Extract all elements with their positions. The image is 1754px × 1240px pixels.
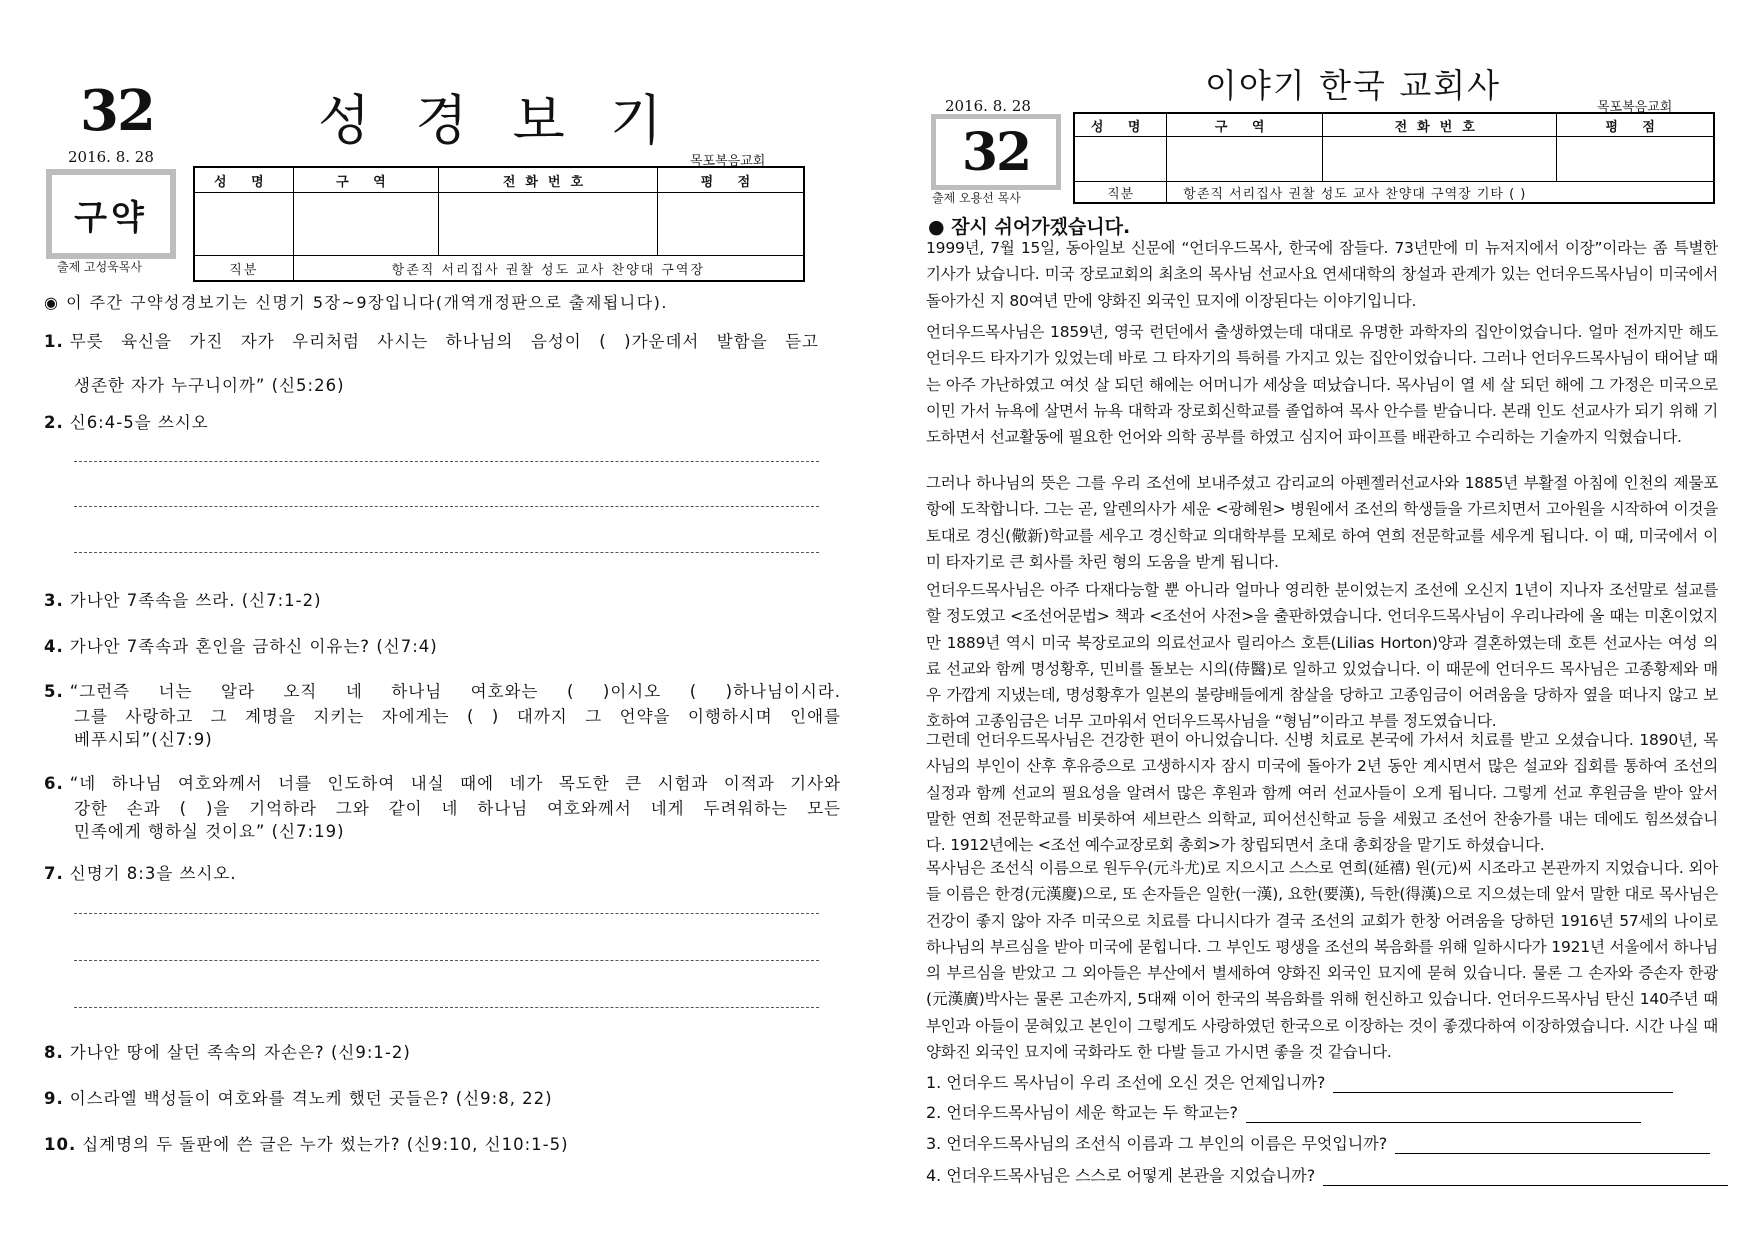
issue-number-badge: 32 [931, 114, 1061, 190]
answer-line[interactable] [74, 1007, 819, 1008]
form-header-district: 구 역 [1167, 113, 1323, 137]
question-text: “네 하나님 여호와께서 너를 인도하여 내실 때에 네가 목도한 큰 시험과 이적과 기사와 [69, 774, 841, 793]
question-text: 가나안 땅에 살던 족속의 자손은? (신9:1-2) [69, 1043, 411, 1062]
answer-line[interactable] [74, 461, 819, 462]
question-text: 십계명의 두 돌판에 쓴 글은 누가 썼는가? (신9:10, 신10:1-5) [82, 1135, 569, 1154]
question-5 [44, 680, 841, 703]
form-field-phone[interactable] [1323, 137, 1557, 182]
author-credit: 출제 오용선 목사 [932, 191, 1021, 205]
form-field-district[interactable] [293, 193, 438, 256]
question-text: 가나안 7족속을 쓰라. (신7:1-2) [69, 591, 322, 610]
form-field-name[interactable] [194, 193, 293, 256]
form-header-name: 성 명 [1074, 113, 1167, 137]
answer-line[interactable] [1246, 1104, 1641, 1123]
question-9 [44, 1087, 553, 1110]
question-3 [44, 589, 322, 612]
question-6-line-2: 강한 손과 ( )을 기억하라 그와 같이 네 하나님 여호와께서 네게 두려워하는 모든 [74, 799, 841, 818]
question-text: 무릇 육신을 가진 자가 우리처럼 사시는 하나님의 음성이 ( )가운데서 발함을 듣고 [69, 332, 819, 351]
story-heading: ● 잠시 쉬어가겠습니다. [928, 216, 1131, 238]
question-8 [44, 1041, 411, 1064]
question-text: 이스라엘 백성들이 여호와를 격노케 했던 곳들은? (신9:8, 22) [69, 1089, 553, 1108]
question-number: 10. [44, 1135, 77, 1154]
issue-number: 32 [80, 78, 154, 144]
answer-line[interactable] [1323, 1167, 1728, 1186]
story-question-2 [926, 1100, 1641, 1123]
story-question-text: 1. 언더우드 목사님이 우리 조선에 오신 것은 언제입니까? [926, 1073, 1326, 1092]
form-header-phone: 전화번호 [439, 167, 658, 193]
question-number: 9. [44, 1089, 64, 1108]
answer-form [1073, 112, 1715, 204]
form-header-phone: 전화번호 [1323, 113, 1557, 137]
bullet-icon: ◉ [44, 293, 60, 312]
intro-text: 이 주간 구약성경보기는 신명기 5장~9장입니다(개역개정판으로 출제됩니다). [66, 293, 669, 312]
story-question-1 [926, 1070, 1673, 1093]
story-paragraph-3: 그러나 하나님의 뜻은 그를 우리 조선에 보내주셨고 감리교의 아펜젤러선교사와 1885년 부활절 아침에 인천의 제물포 항에 도착합니다. 그는 곧, 알렌의사가 세운 <광혜원> 병원에서 조선의 학생들을 가르치면서 고아원을 시작하여 이것을 토대로 경신(儆新)학교를 세우고 경신학교 의대학부를 모체로 하여 연희 전문학교를 세우게 됩니다. 이 때, 미국에서 이미 타자기로 큰 회사를 차린 형의 도움을 받게 됩니다. [926, 474, 1718, 571]
story-paragraph-6: 목사님은 조선식 이름으로 원두우(元斗尤)로 지으시고 스스로 연희(延禧) 원(元)씨 시조라고 본관까지 지었습니다. 외아들 이름은 한경(元漢慶)으로, 또 손자들은 일한(一漢), 요한(要漢), 득한(得漢)으로 지으셨는데 앞서 말한 대로 목사님은 건강이 좋지 않아 자주 미국으로 치료를 다니시다가 결국 조선의 교회가 한창 어려움을 당하던 1916년 57세의 나이로 하나님의 부르심을 받아 미국에 묻힙니다. 그 부인도 평생을 조선의 복음화를 위해 일하시다가 1921년 서울에서 하나님의 부르심을 받았고 그 외아들은 부산에서 별세하여 양화진 외국인 묘지에 묻혀 있습니다. 물론 그 손자와 증손자 한광(元漢廣)박사는 물론 고손까지, 5대째 이어 한국의 복음화를 위해 헌신하고 있습니다. 언더우드목사님 탄신 140주년 때 부인과 아들이 묻혀있고 본인이 그렇게도 사랑하였던 한국으로 이장하는 것이 좋겠다하여 이장하였습니다. 시간 나실 때 양화진 외국인 묘지에 국화라도 한 다발 들고 가시면 좋을 것 같습니다. [926, 859, 1718, 1062]
question-6-line-3: 민족에게 행하실 것이요” (신7:19) [74, 822, 345, 841]
question-1-cont: 생존한 자가 누구니이까” (신5:26) [74, 376, 345, 395]
story-paragraph-4: 언더우드목사님은 아주 다재다능할 뿐 아니라 얼마나 영리한 분이었는지 조선에 오신지 1년이 지나자 조선말로 설교를 할 정도였고 <조선어문법> 책과 <조선어 사전>을 출판하였습니다. 언더우드목사님이 우리나라에 올 때는 미혼이었지만 1889년 역시 미국 북장로교의 의료선교사 릴리아스 호튼(Lilias Horton)양과 결혼하였는데 호튼 선교사는 여성 의료 선교와 함께 명성황후, 민비를 돌보는 시의(侍醫)로 일하고 있었습니다. 이 때문에 언더우드 목사님은 고종황제와 매우 가깝게 지냈는데, 명성황후가 일본의 불량배들에게 참살을 당하고 고종임금이 어려움을 당하자 옆을 떠나지 않고 보호하여 고종임금은 너무 고마워서 언더우드목사님을 “형님”이라고 부를 정도였습니다. [926, 581, 1718, 731]
form-field-phone[interactable] [439, 193, 658, 256]
question-text: “그런즉 너는 알라 오직 네 하나님 여호와는 ( )이시오 ( )하나님이시라. [69, 682, 841, 701]
story-question-4 [926, 1163, 1728, 1186]
form-field-name[interactable] [1074, 137, 1167, 182]
church-name: 목포복음교회 [1597, 100, 1673, 115]
answer-line[interactable] [74, 552, 819, 553]
form-field-score[interactable] [1557, 137, 1714, 182]
question-5-line-3: 베푸시되”(신7:9) [74, 730, 213, 749]
author-credit: 출제 고성욱목사 [57, 260, 142, 274]
question-number: 6. [44, 774, 64, 793]
answer-line[interactable] [74, 960, 819, 961]
form-role-options[interactable]: 항존직 서리집사 권찰 성도 교사 찬양대 구역장 기타 ( ) [1167, 182, 1714, 204]
form-role-label: 직분 [194, 256, 293, 282]
question-4 [44, 635, 438, 658]
story-title: 이야기 한국 교회사 [1205, 66, 1502, 105]
form-header-score: 평 점 [1557, 113, 1714, 137]
story-question-text: 3. 언더우드목사님의 조선식 이름과 그 부인의 이름은 무엇입니까? [926, 1134, 1388, 1153]
story-paragraph-1: 1999년, 7월 15일, 동아일보 신문에 “언더우드목사, 한국에 잠들다. 73년만에 미 뉴저지에서 이장”이라는 좀 특별한 기사가 났습니다. 미국 장로교회의 최초의 목사님 선교사요 연세대학의 창설과 관계가 있는 언더우드목사님이 미국에서 돌아가신 지 80여년 만에 양화진 외국인 묘지에 이장된다는 이야기입니다. [926, 239, 1718, 310]
form-role-label: 직분 [1074, 182, 1167, 204]
question-number: 4. [44, 637, 64, 656]
answer-line[interactable] [74, 913, 819, 914]
question-text: 신명기 8:3을 쓰시오. [69, 864, 237, 883]
church-name: 목포복음교회 [690, 154, 766, 169]
question-number: 7. [44, 864, 64, 883]
form-role-options[interactable]: 항존직 서리집사 권찰 성도 교사 찬양대 구역장 [293, 256, 804, 282]
answer-line[interactable] [74, 506, 819, 507]
story-paragraph-2: 언더우드목사님은 1859년, 영국 런던에서 출생하였는데 대대로 유명한 과학자의 집안이었습니다. 얼마 전까지만 해도 언더우드 타자기가 있었는데 바로 그 타자기의 특허를 가지고 있는 집안이었습니다. 그러나 언더우드목사님이 태어날 때는 아주 가난하였고 여섯 살 되던 해에는 어머니가 세상을 떠났습니다. 목사님이 열 세 살 되던 해에 그 가정은 미국으로 이민 가서 뉴욕에 살면서 뉴욕 대학과 장로회신학교를 졸업하여 목사 안수를 받습니다. 본래 인도 선교사가 되기 위해 기도하면서 선교활동에 필요한 언어와 의학 공부를 하였고 심지어 파이프를 배관하고 수리하는 기술까지 익혔습니다. [926, 323, 1718, 447]
section-badge: 구약 [46, 169, 176, 259]
question-number: 3. [44, 591, 64, 610]
question-number: 8. [44, 1043, 64, 1062]
form-field-score[interactable] [657, 193, 804, 256]
question-text: 가나안 7족속과 혼인을 금하신 이유는? (신7:4) [69, 637, 438, 656]
answer-form [193, 166, 805, 282]
question-10 [44, 1133, 569, 1156]
question-1 [44, 330, 819, 353]
question-5-line-2: 그를 사랑하고 그 계명을 지키는 자에게는 ( ) 대까지 그 언약을 이행하시며 인애를 [74, 707, 841, 726]
story-paragraph-5: 그런데 언더우드목사님은 건강한 편이 아니었습니다. 신병 치료로 본국에 가서서 치료를 받고 오셨습니다. 1890년, 목사님의 부인이 산후 후유증으로 고생하시자 잠시 미국에 돌아가 2년 동안 계시면서 많은 설교와 집회를 통하여 조선의 실정과 함께 선교의 필요성을 알려서 많은 후원과 함께 여러 선교사들이 오게 됩니다. 그렇게 선교 후원금을 받아 앞서 말한 연희 전문학교를 비롯하여 세브란스 의학교, 피어선신학교 등을 세웠고 조선어 찬송가를 내는 데에도 힘쓰셨습니다. 1912년에는 <조선 예수교장로회 총회>가 창립되면서 초대 총회장을 맡기도 하셨습니다. [926, 731, 1718, 855]
page-title: 성 경 보 기 [318, 89, 677, 152]
story-question-3 [926, 1131, 1710, 1154]
form-field-district[interactable] [1167, 137, 1323, 182]
issue-date: 2016. 8. 28 [945, 97, 1031, 115]
form-header-district: 구 역 [293, 167, 438, 193]
story-question-text: 4. 언더우드목사님은 스스로 어떻게 본관을 지었습니까? [926, 1166, 1316, 1185]
question-6 [44, 772, 841, 795]
question-number: 1. [44, 332, 64, 351]
answer-line[interactable] [1333, 1074, 1673, 1093]
form-header-name: 성 명 [194, 167, 293, 193]
question-2 [44, 411, 209, 434]
question-text: 신6:4-5을 쓰시오 [69, 413, 209, 432]
question-number: 2. [44, 413, 64, 432]
issue-date: 2016. 8. 28 [68, 148, 154, 166]
question-number: 5. [44, 682, 64, 701]
question-7 [44, 862, 237, 885]
form-header-score: 평 점 [657, 167, 804, 193]
answer-line[interactable] [1395, 1135, 1710, 1154]
story-question-text: 2. 언더우드목사님이 세운 학교는 두 학교는? [926, 1103, 1238, 1122]
weekly-intro [44, 290, 668, 313]
